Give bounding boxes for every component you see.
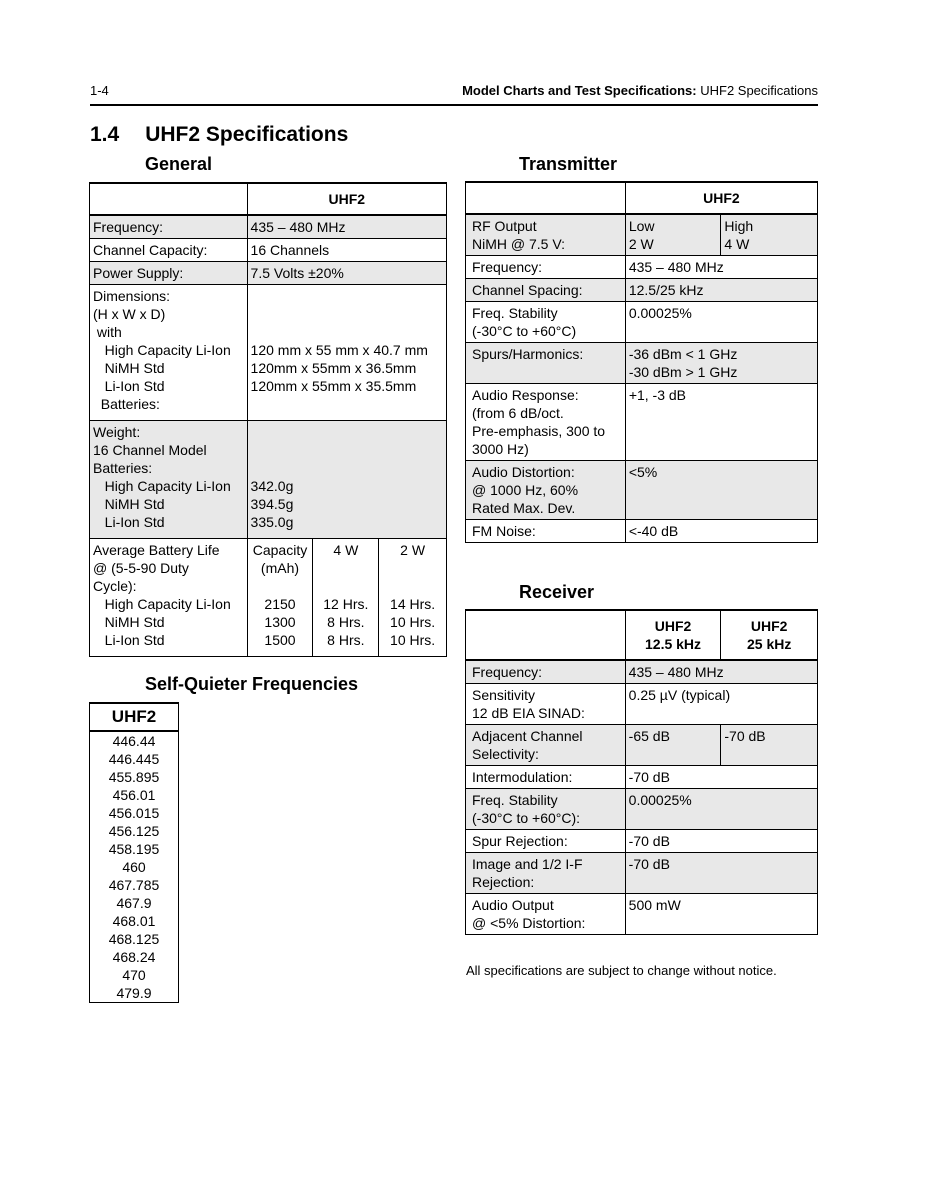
transmitter-label: Frequency: (466, 256, 626, 279)
battery-life-2w: 2 W 14 Hrs. 10 Hrs. 10 Hrs. (379, 539, 447, 657)
battery-life-4w: 4 W 12 Hrs. 8 Hrs. 8 Hrs. (313, 539, 379, 657)
general-value: 342.0g 394.5g 335.0g (247, 421, 446, 539)
running-header (462, 83, 818, 98)
transmitter-header-blank (466, 182, 626, 214)
general-col-header: UHF2 (247, 183, 446, 215)
receiver-value: 435 – 480 MHz (625, 660, 817, 684)
transmitter-label: Freq. Stability (-30°C to +60°C) (466, 302, 626, 343)
transmitter-value: -36 dBm < 1 GHz -30 dBm > 1 GHz (625, 343, 817, 384)
self-quieter-frequency: 468.125 (90, 930, 179, 948)
running-header-bold: Model Charts and Test Specifications: (462, 83, 697, 98)
self-quieter-frequency: 479.9 (90, 984, 179, 1003)
receiver-col1-header: UHF2 12.5 kHz (625, 610, 721, 660)
self-quieter-frequency: 458.195 (90, 840, 179, 858)
general-value: 7.5 Volts ±20% (247, 262, 446, 285)
rf-output-label: RF Output NiMH @ 7.5 V: (466, 214, 626, 256)
transmitter-value: 435 – 480 MHz (625, 256, 817, 279)
header-rule (90, 104, 818, 106)
self-quieter-col-header: UHF2 (90, 703, 179, 731)
receiver-value: 0.00025% (625, 789, 817, 830)
receiver-value: -70 dB (625, 766, 817, 789)
footnote: All specifications are subject to change without notice. (466, 963, 777, 978)
self-quieter-heading: Self-Quieter Frequencies (145, 674, 359, 694)
general-label: Weight: 16 Channel Model Batteries: High Capacity Li-Ion NiMH Std Li-Ion Std (90, 421, 248, 539)
self-quieter-table (89, 702, 179, 1003)
transmitter-heading: Transmitter (519, 154, 618, 174)
transmitter-col-header: UHF2 (625, 182, 817, 214)
adjacent-selectivity-25: -70 dB (721, 725, 818, 766)
transmitter-label: Spurs/Harmonics: (466, 343, 626, 384)
general-table (89, 182, 447, 657)
receiver-label: Frequency: (466, 660, 626, 684)
self-quieter-frequency: 456.01 (90, 786, 179, 804)
transmitter-value: +1, -3 dB (625, 384, 817, 461)
section-name: UHF2 Specifications (145, 123, 349, 146)
general-label: Dimensions: (H x W x D) with High Capacity Li-Ion NiMH Std Li-Ion Std Batteries: (90, 285, 248, 421)
self-quieter-frequency: 470 (90, 966, 179, 984)
section-number: 1.4 (90, 123, 120, 146)
transmitter-label: Audio Distortion: @ 1000 Hz, 60% Rated Max. Dev. (466, 461, 626, 520)
receiver-heading: Receiver (519, 582, 595, 602)
general-heading: General (145, 154, 213, 174)
self-quieter-frequency: 467.785 (90, 876, 179, 894)
self-quieter-frequency: 468.01 (90, 912, 179, 930)
self-quieter-frequency: 468.24 (90, 948, 179, 966)
transmitter-value: 12.5/25 kHz (625, 279, 817, 302)
receiver-value: 0.25 µV (typical) (625, 684, 817, 725)
receiver-label: Adjacent Channel Selectivity: (466, 725, 626, 766)
receiver-table (465, 609, 818, 935)
self-quieter-frequency: 456.015 (90, 804, 179, 822)
page-number: 1-4 (90, 83, 109, 98)
general-value: 16 Channels (247, 239, 446, 262)
general-label: Power Supply: (90, 262, 248, 285)
receiver-value: -70 dB (625, 830, 817, 853)
battery-capacity: Capacity (mAh) 2150 1300 1500 (247, 539, 313, 657)
transmitter-value: 0.00025% (625, 302, 817, 343)
self-quieter-frequency: 455.895 (90, 768, 179, 786)
self-quieter-frequency: 446.445 (90, 750, 179, 768)
receiver-label: Image and 1/2 I-F Rejection: (466, 853, 626, 894)
general-value: 435 – 480 MHz (247, 215, 446, 239)
transmitter-table (465, 181, 818, 543)
general-header-blank (90, 183, 248, 215)
rf-output-high: High 4 W (721, 214, 818, 256)
receiver-label: Sensitivity 12 dB EIA SINAD: (466, 684, 626, 725)
general-label: Frequency: (90, 215, 248, 239)
self-quieter-frequency: 446.44 (90, 731, 179, 750)
rf-output-low: Low 2 W (625, 214, 721, 256)
receiver-label: Audio Output @ <5% Distortion: (466, 894, 626, 935)
receiver-col2-header: UHF2 25 kHz (721, 610, 818, 660)
self-quieter-frequency: 467.9 (90, 894, 179, 912)
transmitter-value: <5% (625, 461, 817, 520)
transmitter-label: Channel Spacing: (466, 279, 626, 302)
receiver-label: Intermodulation: (466, 766, 626, 789)
receiver-label: Freq. Stability (-30°C to +60°C): (466, 789, 626, 830)
receiver-value: -70 dB (625, 853, 817, 894)
general-value: 120 mm x 55 mm x 40.7 mm 120mm x 55mm x 36.5mm 120mm x 55mm x 35.5mm (247, 285, 446, 421)
self-quieter-frequency: 456.125 (90, 822, 179, 840)
general-label: Channel Capacity: (90, 239, 248, 262)
receiver-value: 500 mW (625, 894, 817, 935)
receiver-header-blank (466, 610, 626, 660)
transmitter-value: <-40 dB (625, 520, 817, 543)
transmitter-label: FM Noise: (466, 520, 626, 543)
running-header-rest: UHF2 Specifications (696, 83, 818, 98)
transmitter-label: Audio Response: (from 6 dB/oct. Pre-emphasis, 300 to 3000 Hz) (466, 384, 626, 461)
adjacent-selectivity-12-5: -65 dB (625, 725, 721, 766)
battery-life-label: Average Battery Life @ (5-5-90 Duty Cycle): High Capacity Li-Ion NiMH Std Li-Ion Std (90, 539, 248, 657)
section-title (90, 123, 348, 147)
receiver-label: Spur Rejection: (466, 830, 626, 853)
self-quieter-frequency: 460 (90, 858, 179, 876)
